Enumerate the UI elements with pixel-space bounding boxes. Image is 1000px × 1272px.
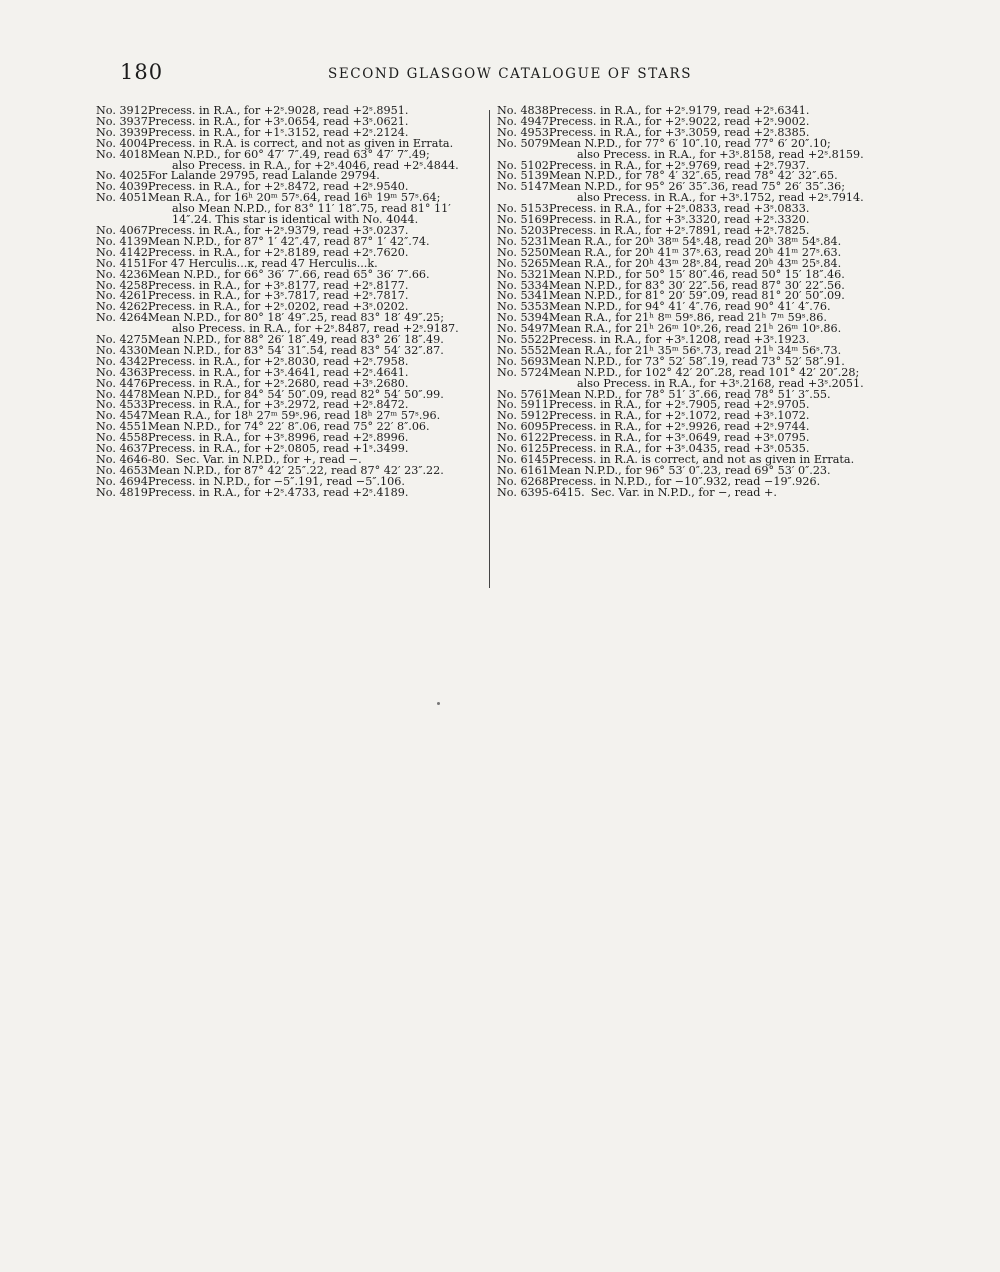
entry-text: Precess. in R.A., for +2ˢ.9028, read +2ˢ.8951. bbox=[148, 104, 409, 117]
entry-text: Precess. in R.A., for +3ˢ.3059, read +2ˢ.8385. bbox=[549, 125, 810, 139]
entry-text: Sec. Var. in N.P.D., for +, read −. bbox=[175, 453, 362, 466]
entry-text: Precess. in R.A., for +2ˢ.0805, read +1ˢ.3499. bbox=[148, 442, 409, 456]
entry-number: No. 4139. bbox=[96, 234, 152, 248]
entry-text: Precess. in R.A., for +2ˢ.9379, read +3ˢ.0237. bbox=[148, 223, 409, 237]
entry-text: Mean R.A., for 18ʰ 27ᵐ 59ˢ.96, read 18ʰ 27ᵐ 57ˢ.96. bbox=[148, 409, 441, 423]
entry-text: Precess. in R.A., for +2ˢ.1072, read +3ˢ.1072. bbox=[549, 409, 810, 423]
entry-text: Precess. in R.A., for +3ˢ.0654, read +3ˢ.0621. bbox=[148, 114, 409, 128]
entry-number: No. 4051. bbox=[96, 191, 152, 205]
entry-text: Mean N.P.D., for 83° 30′ 22″.56, read 87° 30′ 22″.56. bbox=[549, 278, 845, 292]
entry-number: No. 5265. bbox=[497, 256, 553, 270]
entry-text: Precess. in R.A., for +2ˢ.9926, read +2ˢ.9744. bbox=[549, 420, 810, 434]
entry-continuation: also Precess. in R.A., for +2ˢ.8487, read +2ˢ.9187. bbox=[172, 322, 459, 336]
entry-text: Mean R.A., for 20ʰ 38ᵐ 54ˢ.48, read 20ʰ 38ᵐ 54ˢ.84. bbox=[549, 234, 842, 248]
entry-text: Mean N.P.D., for 80° 18′ 49″.25, read 83° 18′ 49″.25; bbox=[148, 311, 445, 325]
entry-number: No. 5147. bbox=[497, 180, 553, 194]
entry-number: No. 6161. bbox=[497, 463, 553, 477]
entry-number: No. 5693. bbox=[497, 354, 553, 368]
entry-text: Precess. in R.A. is correct, and not as given in Errata. bbox=[549, 453, 855, 466]
errata-entry bbox=[497, 485, 912, 499]
entry-number: No. 4363. bbox=[96, 365, 152, 379]
entry-text: Mean N.P.D., for 73° 52′ 58″.19, read 73° 52′ 58″.91. bbox=[549, 354, 845, 368]
entry-number: No. 4261. bbox=[96, 289, 152, 303]
entry-number: No. 4342. bbox=[96, 354, 152, 368]
entry-number: No. 5497. bbox=[497, 322, 553, 336]
entry-text: Mean R.A., for 20ʰ 41ᵐ 37ˢ.63, read 20ʰ 41ᵐ 27ˢ.63. bbox=[549, 245, 842, 259]
entry-text: Mean N.P.D., for 84° 54′ 50″.09, read 82° 54′ 50″.99. bbox=[148, 387, 444, 401]
entry-text: Precess. in R.A., for +2ˢ.9179, read +2ˢ.6341. bbox=[549, 104, 810, 117]
entry-text: Precess. in N.P.D., for −5″.191, read −5″.106. bbox=[148, 474, 405, 488]
entry-continuation: also Precess. in R.A., for +2ˢ.4046, read +2ˢ.4844. bbox=[172, 158, 459, 172]
entry-text: Mean N.P.D., for 83° 54′ 31″.54, read 83° 54′ 32″.87. bbox=[148, 343, 444, 357]
entry-number: No. 4953. bbox=[497, 125, 553, 139]
entry-text: Precess. in R.A., for +3ˢ.8177, read +2ˢ.8177. bbox=[148, 278, 409, 292]
entry-number: No. 6145. bbox=[497, 453, 553, 466]
entry-number: No. 4004. bbox=[96, 136, 152, 150]
entry-number: No. 3912. bbox=[96, 104, 152, 117]
entry-continuation: also Mean N.P.D., for 83° 11′ 18″.75, read 81° 11′ bbox=[172, 202, 451, 216]
entry-number: No. 5552. bbox=[497, 343, 553, 357]
entry-text: Precess. in N.P.D., for −10″.932, read −19″.926. bbox=[549, 474, 821, 488]
entry-text: Mean N.P.D., for 81° 20′ 59″.09, read 81° 20′ 50″.09. bbox=[549, 289, 845, 303]
entry-number: No. 4151. bbox=[96, 256, 152, 270]
entry-number: No. 4264. bbox=[96, 311, 152, 325]
errata-entry bbox=[96, 485, 488, 499]
entry-text: For Lalande 29795, read Lalande 29794. bbox=[148, 169, 380, 183]
entry-number: No. 4330. bbox=[96, 343, 152, 357]
entry-text: Mean N.P.D., for 66° 36′ 7″.66, read 65° 36′ 7″.66. bbox=[148, 267, 430, 281]
entry-number: No. 4646-80. bbox=[96, 453, 170, 466]
entry-number: No. 4838. bbox=[497, 104, 553, 117]
entry-text: Precess. in R.A., for +2ˢ.9022, read +2ˢ.9002. bbox=[549, 114, 810, 128]
entry-number: No. 5231. bbox=[497, 234, 553, 248]
entry-text: Precess. in R.A., for +2ˢ.7891, read +2ˢ.7825. bbox=[549, 223, 810, 237]
entry-number: No. 4547. bbox=[96, 409, 152, 423]
entry-number: No. 4947. bbox=[497, 114, 553, 128]
entry-number: No. 4275. bbox=[96, 333, 152, 347]
entry-text: Precess. in R.A., for +3ˢ.1208, read +3ˢ.1923. bbox=[549, 333, 810, 347]
entry-number: No. 6122. bbox=[497, 431, 553, 445]
running-title: SECOND GLASGOW CATALOGUE OF STARS bbox=[328, 66, 693, 82]
entry-number: No. 4694. bbox=[96, 474, 152, 488]
entry-text: Mean N.P.D., for 60° 47′ 7″.49, read 63° 47′ 7″.49; bbox=[148, 147, 430, 161]
entry-number: No. 4142. bbox=[96, 245, 152, 259]
entry-number: No. 5912. bbox=[497, 409, 553, 423]
entry-number: No. 3937. bbox=[96, 114, 152, 128]
entry-text: Precess. in R.A., for +3ˢ.4641, read +2ˢ.4641. bbox=[148, 365, 409, 379]
entry-number: No. 4067. bbox=[96, 223, 152, 237]
entry-text: Mean N.P.D., for 95° 26′ 35″.36, read 75° 26′ 35″.36; bbox=[549, 180, 846, 194]
entry-number: No. 4476. bbox=[96, 376, 152, 390]
entry-number: No. 5102. bbox=[497, 158, 553, 172]
entry-text: Mean N.P.D., for 74° 22′ 8″.06, read 75° 22′ 8″.06. bbox=[148, 420, 430, 434]
entry-text: Precess. in R.A., for +2ˢ.0833, read +3ˢ.0833. bbox=[549, 202, 810, 216]
entry-text: Precess. in R.A., for +3ˢ.2972, read +2ˢ.8472. bbox=[148, 398, 409, 412]
entry-continuation: also Precess. in R.A., for +3ˢ.2168, read +3ˢ.2051. bbox=[577, 376, 864, 390]
entry-text: Precess. in R.A., for +2ˢ.9769, read +2ˢ.7937. bbox=[549, 158, 810, 172]
entry-number: No. 5321. bbox=[497, 267, 553, 281]
entry-text: Precess. in R.A. is correct, and not as given in Errata. bbox=[148, 136, 454, 150]
entry-number: No. 5394. bbox=[497, 311, 553, 325]
entry-text: Mean N.P.D., for 78° 4′ 32″.65, read 78° 42′ 32″.65. bbox=[549, 169, 838, 183]
entry-text: Precess. in R.A., for +3ˢ.0435, read +3ˢ.0535. bbox=[549, 442, 810, 456]
entry-text: Precess. in R.A., for +2ˢ.0202, read +3ˢ.0202. bbox=[148, 300, 409, 314]
entry-text: Precess. in R.A., for +1ˢ.3152, read +2ˢ.2124. bbox=[148, 125, 409, 139]
entry-text: Precess. in R.A., for +3ˢ.7817, read +2ˢ.7817. bbox=[148, 289, 409, 303]
entry-number: No. 4236. bbox=[96, 267, 152, 281]
entry-continuation: also Precess. in R.A., for +3ˢ.1752, read +2ˢ.7914. bbox=[577, 191, 864, 205]
entry-number: No. 5169. bbox=[497, 213, 553, 227]
entry-text: Mean N.P.D., for 94° 41′ 4″.76, read 90° 41′ 4″.76. bbox=[549, 300, 831, 314]
entry-number: No. 5724. bbox=[497, 365, 553, 379]
entry-number: No. 4018. bbox=[96, 147, 152, 161]
entry-number: No. 4478. bbox=[96, 387, 152, 401]
entry-text: Precess. in R.A., for +2ˢ.8030, read +2ˢ.7958. bbox=[148, 354, 409, 368]
errata-column-left bbox=[96, 106, 488, 499]
entry-number: No. 5334. bbox=[497, 278, 553, 292]
entry-text: Mean N.P.D., for 87° 1′ 42″.47, read 87° 1′ 42″.74. bbox=[148, 234, 430, 248]
entry-number: No. 4039. bbox=[96, 180, 152, 194]
entry-number: No. 5250. bbox=[497, 245, 553, 259]
entry-text: Mean N.P.D., for 50° 15′ 80″.46, read 50° 15′ 18″.46. bbox=[549, 267, 845, 281]
page-number: 180 bbox=[120, 60, 164, 84]
entry-text: Mean R.A., for 21ʰ 26ᵐ 10ˢ.26, read 21ʰ 26ᵐ 10ˢ.86. bbox=[549, 322, 842, 336]
paper-speck bbox=[437, 702, 440, 705]
entry-number: No. 4533. bbox=[96, 398, 152, 412]
entry-text: For 47 Herculis...κ, read 47 Herculis...k. bbox=[148, 256, 378, 270]
entry-number: No. 5341. bbox=[497, 289, 553, 303]
entry-text: Mean N.P.D., for 78° 51′ 3″.66, read 78° 51′ 3″.55. bbox=[549, 387, 831, 401]
entry-text: Mean R.A., for 20ʰ 43ᵐ 28ˢ.84, read 20ʰ 43ᵐ 25ˢ.84. bbox=[549, 256, 842, 270]
entry-continuation: 14″.24. This star is identical with No. 4044. bbox=[172, 213, 419, 227]
entry-text: Precess. in R.A., for +2ˢ.8189, read +2ˢ.7620. bbox=[148, 245, 409, 259]
entry-number: No. 5911. bbox=[497, 398, 553, 412]
entry-text: Precess. in R.A., for +2ˢ.8472, read +2ˢ.9540. bbox=[148, 180, 409, 194]
entry-number: No. 4558. bbox=[96, 431, 152, 445]
errata-column-right bbox=[497, 106, 912, 499]
entry-number: No. 6125. bbox=[497, 442, 553, 456]
entry-text: Sec. Var. in N.P.D., for −, read +. bbox=[590, 485, 777, 499]
entry-number: No. 5203. bbox=[497, 223, 553, 237]
entry-text: Precess. in R.A., for +2ˢ.7905, read +2ˢ.9705. bbox=[549, 398, 810, 412]
entry-number: No. 6395-6415. bbox=[497, 485, 585, 499]
entry-number: No. 3939. bbox=[96, 125, 152, 139]
entry-text: Precess. in R.A., for +3ˢ.3320, read +2ˢ.3320. bbox=[549, 213, 810, 227]
entry-number: No. 4819. bbox=[96, 485, 152, 499]
entry-number: No. 5761. bbox=[497, 387, 553, 401]
entry-text: Precess. in R.A., for +2ˢ.4733, read +2ˢ.4189. bbox=[148, 485, 409, 499]
entry-text: Mean R.A., for 21ʰ 35ᵐ 56ˢ.73, read 21ʰ 34ᵐ 56ˢ.73. bbox=[549, 343, 842, 357]
entry-text: Mean N.P.D., for 87° 42′ 25″.22, read 87° 42′ 23″.22. bbox=[148, 463, 444, 477]
entry-text: Precess. in R.A., for +2ˢ.2680, read +3ˢ.2680. bbox=[148, 376, 409, 390]
entry-number: No. 5079. bbox=[497, 136, 553, 150]
entry-text: Mean R.A., for 16ʰ 20ᵐ 57ˢ.64, read 16ʰ 19ᵐ 57ˢ.64; bbox=[148, 191, 441, 205]
entry-number: No. 6268. bbox=[497, 474, 553, 488]
entry-number: No. 4258. bbox=[96, 278, 152, 292]
entry-number: No. 5153. bbox=[497, 202, 553, 216]
entry-number: No. 5139. bbox=[497, 169, 553, 183]
column-divider bbox=[489, 110, 490, 588]
entry-number: No. 4637. bbox=[96, 442, 152, 456]
entry-text: Precess. in R.A., for +3ˢ.8996, read +2ˢ.8996. bbox=[148, 431, 409, 445]
entry-text: Mean R.A., for 21ʰ 8ᵐ 59ˢ.86, read 21ʰ 7ᵐ 59ˢ.86. bbox=[549, 311, 827, 325]
entry-number: No. 4025. bbox=[96, 169, 152, 183]
entry-number: No. 5353. bbox=[497, 300, 553, 314]
entry-continuation: also Precess. in R.A., for +3ˢ.8158, read +2ˢ.8159. bbox=[577, 147, 864, 161]
entry-text: Mean N.P.D., for 96° 53′ 0″.23, read 69° 53′ 0″.23. bbox=[549, 463, 831, 477]
entry-number: No. 4653. bbox=[96, 463, 152, 477]
entry-number: No. 4551. bbox=[96, 420, 152, 434]
entry-number: No. 4262. bbox=[96, 300, 152, 314]
entry-text: Mean N.P.D., for 77° 6′ 10″.10, read 77° 6′ 20″.10; bbox=[549, 136, 831, 150]
entry-number: No. 6095. bbox=[497, 420, 553, 434]
entry-number: No. 5522. bbox=[497, 333, 553, 347]
entry-text: Precess. in R.A., for +3ˢ.0649, read +3ˢ.0795. bbox=[549, 431, 810, 445]
entry-text: Mean N.P.D., for 102° 42′ 20″.28, read 101° 42′ 20″.28; bbox=[549, 365, 860, 379]
entry-text: Mean N.P.D., for 88° 26′ 18″.49, read 83° 26′ 18″.49. bbox=[148, 333, 444, 347]
